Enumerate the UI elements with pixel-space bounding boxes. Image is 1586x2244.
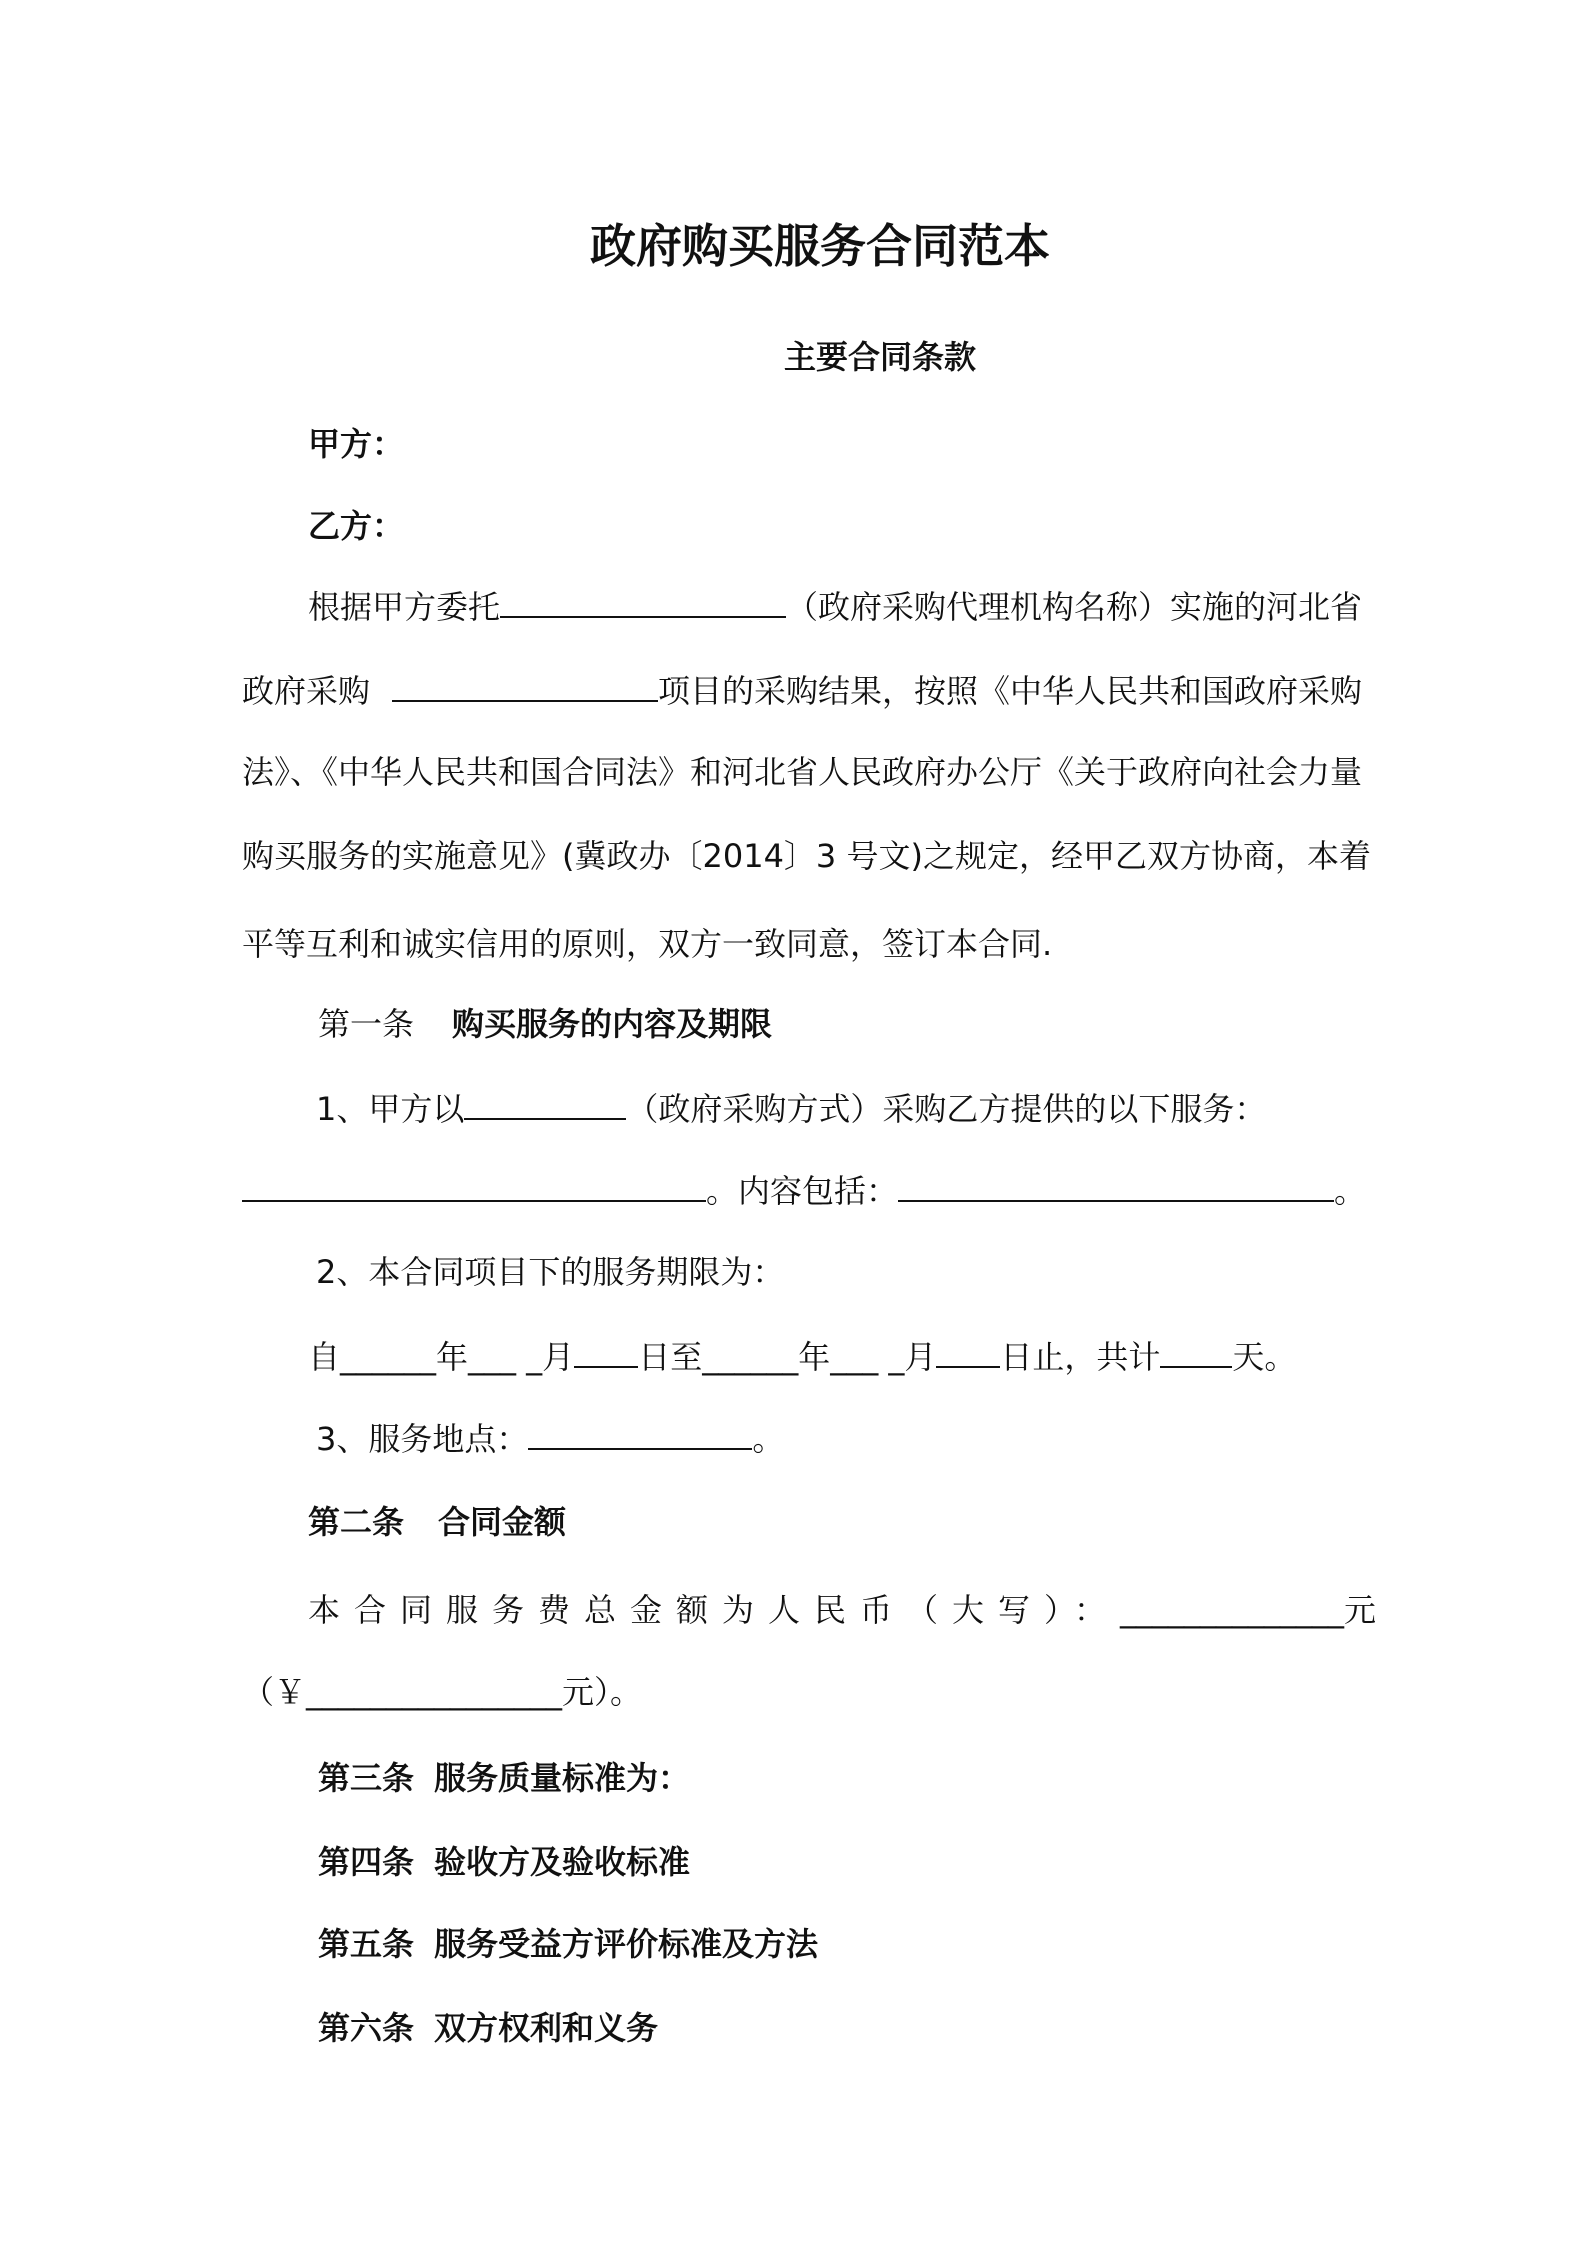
period-blank bbox=[936, 1336, 1000, 1368]
article-3-heading bbox=[318, 1758, 690, 1798]
article-5-heading bbox=[318, 1924, 818, 1964]
document-subtitle: 主要合同条款 bbox=[783, 338, 976, 376]
item-text: 。内容包括： bbox=[706, 1172, 899, 1210]
intro-line-1 bbox=[308, 586, 1362, 627]
article-title: 合同金额 bbox=[438, 1503, 567, 1541]
location-blank bbox=[528, 1418, 752, 1450]
intro-line-3: 法》、《中华人民共和国合同法》和河北省人民政府办公厅《关于政府向社会力量 bbox=[242, 753, 1363, 791]
intro-text: （政府采购代理机构名称）实施的河北省 bbox=[786, 588, 1363, 626]
intro-text: 根据甲方委托 bbox=[308, 588, 501, 626]
article-1-item-2: 2、本合同项目下的服务期限为： bbox=[316, 1253, 785, 1291]
period-text: 天。 bbox=[1232, 1338, 1297, 1376]
period-text: 日止，共计 bbox=[1000, 1338, 1161, 1376]
item-text: 1、甲方以 bbox=[316, 1090, 465, 1128]
article-1-item-1 bbox=[316, 1088, 1266, 1129]
item-text: （政府采购方式）采购乙方提供的以下服务： bbox=[626, 1090, 1267, 1128]
document-title: 政府购买服务合同范本 bbox=[590, 219, 1050, 273]
content-blank bbox=[898, 1170, 1334, 1202]
agency-name-blank bbox=[500, 586, 786, 618]
article-1-item-1-cont bbox=[242, 1170, 1366, 1211]
item-text: 3、服务地点： bbox=[316, 1420, 529, 1458]
article-title: 购买服务的内容及期限 bbox=[452, 1005, 773, 1043]
service-period-line bbox=[308, 1336, 1296, 1377]
party-b-label: 乙方： bbox=[308, 507, 405, 545]
intro-line-2 bbox=[242, 670, 1362, 711]
article-1-heading bbox=[318, 1004, 772, 1044]
intro-line-4: 购买服务的实施意见》(冀政办〔2014〕3 号文)之规定，经甲乙双方协商，本着 bbox=[242, 837, 1371, 875]
amount-text: 本合同服务费总金额为人民币（大写）： bbox=[308, 1591, 1121, 1629]
service-blank bbox=[242, 1170, 706, 1202]
contract-amount-line-1 bbox=[308, 1590, 1376, 1630]
intro-text: 项目的采购结果，按照《中华人民共和国政府采购 bbox=[658, 672, 1363, 710]
item-text: 。 bbox=[752, 1420, 785, 1458]
article-number: 第四条 bbox=[318, 1843, 415, 1881]
article-2-heading bbox=[308, 1502, 566, 1542]
article-number: 第五条 bbox=[318, 1925, 415, 1963]
intro-text: 政府采购 bbox=[242, 672, 371, 710]
amount-blank: ______________元 bbox=[1120, 1591, 1377, 1629]
article-1-item-3 bbox=[316, 1418, 784, 1459]
article-number: 第六条 bbox=[318, 2009, 415, 2047]
procurement-method-blank bbox=[464, 1088, 626, 1120]
article-title: 双方权利和义务 bbox=[434, 2009, 659, 2047]
article-number: 第一条 bbox=[318, 1005, 415, 1043]
article-title: 服务质量标准为： bbox=[434, 1759, 691, 1797]
article-number: 第三条 bbox=[318, 1759, 415, 1797]
article-4-heading bbox=[318, 1842, 690, 1882]
period-text: 自______年___ _月 bbox=[308, 1338, 575, 1376]
period-blank bbox=[1160, 1336, 1232, 1368]
item-text: 。 bbox=[1334, 1172, 1367, 1210]
article-title: 验收方及验收标准 bbox=[434, 1843, 691, 1881]
period-blank bbox=[574, 1336, 638, 1368]
article-number: 第二条 bbox=[308, 1503, 405, 1541]
intro-line-5: 平等互利和诚实信用的原则，双方一致同意，签订本合同. bbox=[242, 925, 1053, 963]
period-text: 日至______年___ _月 bbox=[638, 1338, 937, 1376]
article-title: 服务受益方评价标准及方法 bbox=[434, 1925, 819, 1963]
article-6-heading bbox=[318, 2008, 658, 2048]
project-name-blank bbox=[392, 670, 658, 702]
party-a-label: 甲方： bbox=[308, 425, 405, 463]
contract-amount-line-2: （￥________________元）。 bbox=[242, 1673, 643, 1711]
